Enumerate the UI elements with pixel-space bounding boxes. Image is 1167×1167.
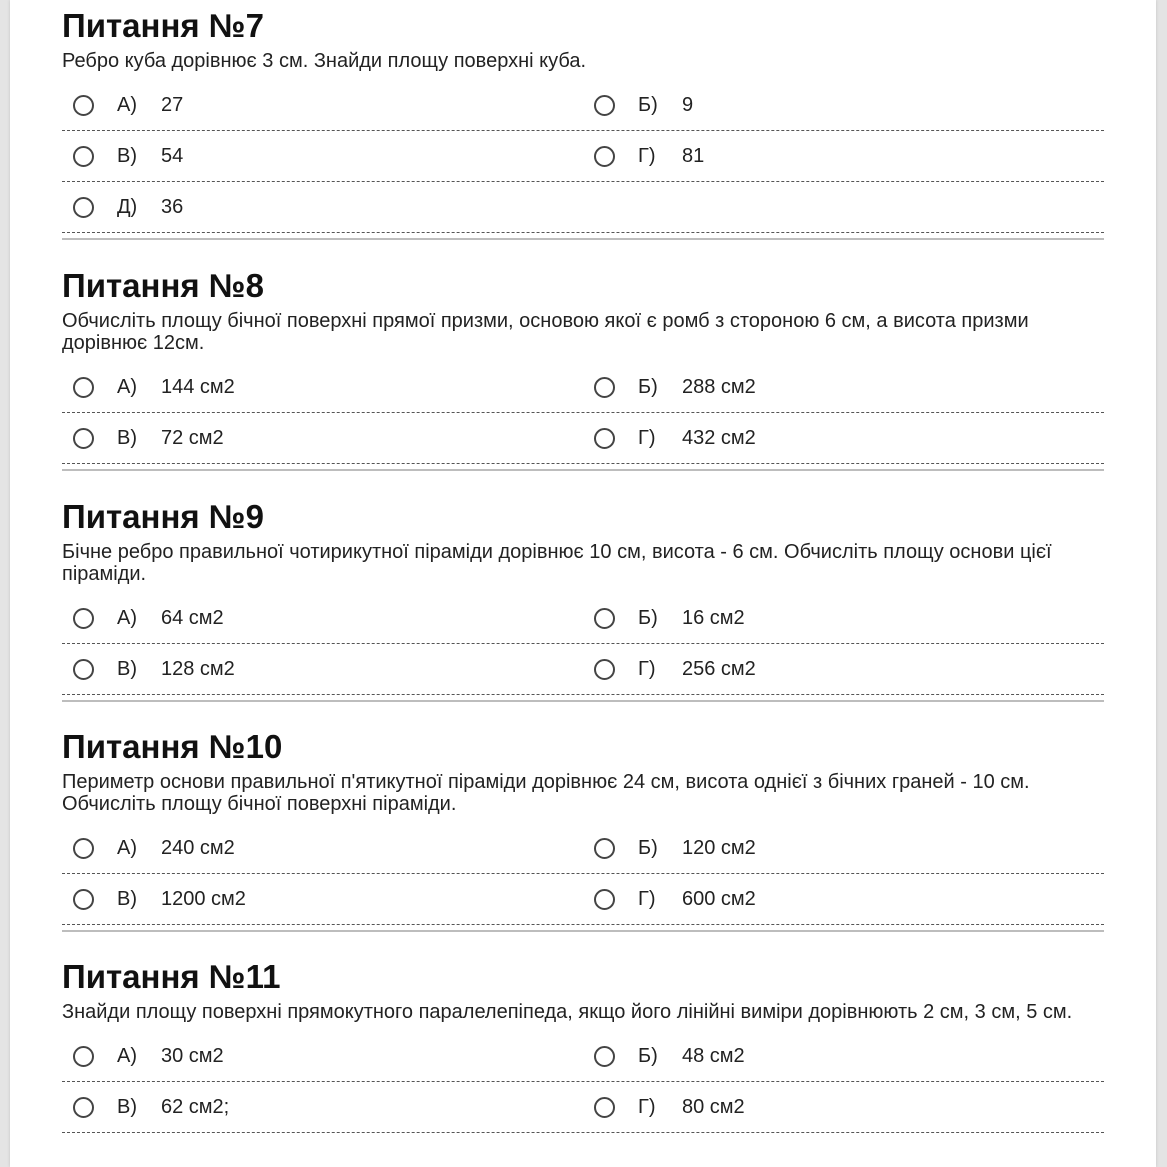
option-b[interactable] bbox=[583, 80, 1104, 130]
option-letter: А) bbox=[117, 836, 137, 859]
question-text: Бічне ребро правильної чотирикутної піраміди дорівнює 10 см, висота - 6 см. Обчисліть площу основи цієї піраміди. bbox=[62, 541, 1052, 585]
option-value: 600 см2 bbox=[682, 887, 756, 910]
option-letter: Д) bbox=[117, 195, 138, 218]
answer-options bbox=[62, 1031, 1104, 1133]
option-value: 64 см2 bbox=[161, 606, 224, 629]
radio-button[interactable] bbox=[73, 1097, 94, 1118]
question-block bbox=[62, 957, 1104, 1133]
answer-options bbox=[62, 80, 1104, 233]
option-letter: В) bbox=[117, 426, 137, 449]
option-value: 81 bbox=[682, 144, 705, 167]
question-title: Питання №10 bbox=[62, 728, 283, 765]
option-b[interactable] bbox=[583, 362, 1104, 412]
option-value: 1200 см2 bbox=[161, 887, 246, 910]
option-letter: Г) bbox=[638, 657, 656, 680]
question-text: Периметр основи правильної п'ятикутної піраміди дорівнює 24 см, висота однієї з бічних граней - 10 см. Обчисліть площу бічної поверхні піраміди. bbox=[62, 771, 1030, 815]
option-value: 72 см2 bbox=[161, 426, 224, 449]
question-title: Питання №7 bbox=[62, 7, 264, 44]
radio-button[interactable] bbox=[73, 1046, 94, 1067]
question-title: Питання №11 bbox=[62, 958, 281, 995]
question-text: Обчисліть площу бічної поверхні прямої призми, основою якої є ромб з стороною 6 см, а висота призми дорівнює 12см. bbox=[62, 310, 1029, 354]
option-value: 36 bbox=[161, 195, 184, 218]
option-value: 128 см2 bbox=[161, 657, 235, 680]
option-g[interactable] bbox=[583, 1082, 1104, 1132]
option-letter: Б) bbox=[638, 93, 658, 116]
option-b[interactable] bbox=[583, 593, 1104, 643]
option-letter: Г) bbox=[638, 1095, 656, 1118]
option-value: 54 bbox=[161, 144, 184, 167]
option-g[interactable] bbox=[583, 644, 1104, 694]
option-row bbox=[62, 1082, 1104, 1133]
option-a[interactable] bbox=[62, 1031, 583, 1081]
radio-button[interactable] bbox=[594, 95, 615, 116]
option-row bbox=[62, 644, 1104, 695]
option-row bbox=[62, 823, 1104, 874]
option-a[interactable] bbox=[62, 823, 583, 873]
option-letter: Б) bbox=[638, 836, 658, 859]
option-v[interactable] bbox=[62, 131, 583, 181]
option-value: 256 см2 bbox=[682, 657, 756, 680]
option-b[interactable] bbox=[583, 1031, 1104, 1081]
question-text: Знайди площу поверхні прямокутного паралелепіпеда, якщо його лінійні виміри дорівнюють 2 см, 3 см, 5 см. bbox=[62, 1001, 1073, 1023]
option-v[interactable] bbox=[62, 413, 583, 463]
option-g[interactable] bbox=[583, 131, 1104, 181]
question-divider bbox=[62, 930, 1104, 932]
radio-button[interactable] bbox=[73, 838, 94, 859]
quiz-page bbox=[10, 0, 1156, 1167]
option-value: 80 см2 bbox=[682, 1095, 745, 1118]
option-value: 27 bbox=[161, 93, 184, 116]
option-value: 9 bbox=[682, 93, 694, 116]
answer-options bbox=[62, 362, 1104, 464]
option-letter: А) bbox=[117, 93, 137, 116]
question-divider bbox=[62, 238, 1104, 240]
option-v[interactable] bbox=[62, 1082, 583, 1132]
radio-button[interactable] bbox=[73, 95, 94, 116]
radio-button[interactable] bbox=[73, 428, 94, 449]
option-row bbox=[62, 182, 1104, 233]
option-d[interactable] bbox=[62, 182, 583, 232]
question-text: Ребро куба дорівнює 3 см. Знайди площу поверхні куба. bbox=[62, 50, 587, 72]
answer-options bbox=[62, 823, 1104, 925]
option-letter: Г) bbox=[638, 887, 656, 910]
option-value: 30 см2 bbox=[161, 1044, 224, 1067]
option-row bbox=[62, 413, 1104, 464]
radio-button[interactable] bbox=[73, 377, 94, 398]
option-row bbox=[62, 131, 1104, 182]
option-letter: В) bbox=[117, 144, 137, 167]
option-row bbox=[62, 362, 1104, 413]
option-value: 288 см2 bbox=[682, 375, 756, 398]
radio-button[interactable] bbox=[73, 197, 94, 218]
option-row bbox=[62, 593, 1104, 644]
radio-button[interactable] bbox=[594, 659, 615, 680]
option-letter: Б) bbox=[638, 375, 658, 398]
option-value: 120 см2 bbox=[682, 836, 756, 859]
question-block bbox=[62, 497, 1104, 702]
option-value: 48 см2 bbox=[682, 1044, 745, 1067]
option-letter: Г) bbox=[638, 426, 656, 449]
radio-button[interactable] bbox=[73, 889, 94, 910]
option-a[interactable] bbox=[62, 80, 583, 130]
option-value: 432 см2 bbox=[682, 426, 756, 449]
question-block bbox=[62, 266, 1104, 471]
option-letter: Б) bbox=[638, 606, 658, 629]
radio-button[interactable] bbox=[73, 146, 94, 167]
option-v[interactable] bbox=[62, 644, 583, 694]
question-title: Питання №9 bbox=[62, 498, 264, 535]
option-row bbox=[62, 874, 1104, 925]
option-row bbox=[62, 1031, 1104, 1082]
option-value: 62 см2; bbox=[161, 1095, 230, 1118]
radio-button[interactable] bbox=[594, 838, 615, 859]
option-letter: В) bbox=[117, 887, 137, 910]
option-row bbox=[62, 80, 1104, 131]
radio-button[interactable] bbox=[73, 659, 94, 680]
option-letter: А) bbox=[117, 606, 137, 629]
option-b[interactable] bbox=[583, 823, 1104, 873]
option-letter: В) bbox=[117, 657, 137, 680]
option-letter: В) bbox=[117, 1095, 137, 1118]
option-value: 16 см2 bbox=[682, 606, 745, 629]
radio-button[interactable] bbox=[73, 608, 94, 629]
radio-button[interactable] bbox=[594, 1046, 615, 1067]
option-letter: Б) bbox=[638, 1044, 658, 1067]
option-value: 240 см2 bbox=[161, 836, 235, 859]
question-title: Питання №8 bbox=[62, 267, 264, 304]
question-divider bbox=[62, 700, 1104, 702]
question-divider bbox=[62, 469, 1104, 471]
option-g[interactable] bbox=[583, 413, 1104, 463]
radio-button[interactable] bbox=[594, 146, 615, 167]
option-a[interactable] bbox=[62, 593, 583, 643]
option-letter: А) bbox=[117, 1044, 137, 1067]
option-v[interactable] bbox=[62, 874, 583, 924]
radio-button[interactable] bbox=[594, 377, 615, 398]
option-g[interactable] bbox=[583, 874, 1104, 924]
option-value: 144 см2 bbox=[161, 375, 235, 398]
radio-button[interactable] bbox=[594, 889, 615, 910]
option-a[interactable] bbox=[62, 362, 583, 412]
question-block bbox=[62, 727, 1104, 932]
question-block bbox=[62, 6, 1104, 240]
radio-button[interactable] bbox=[594, 1097, 615, 1118]
option-letter: Г) bbox=[638, 144, 656, 167]
option-letter: А) bbox=[117, 375, 137, 398]
answer-options bbox=[62, 593, 1104, 695]
radio-button[interactable] bbox=[594, 608, 615, 629]
radio-button[interactable] bbox=[594, 428, 615, 449]
